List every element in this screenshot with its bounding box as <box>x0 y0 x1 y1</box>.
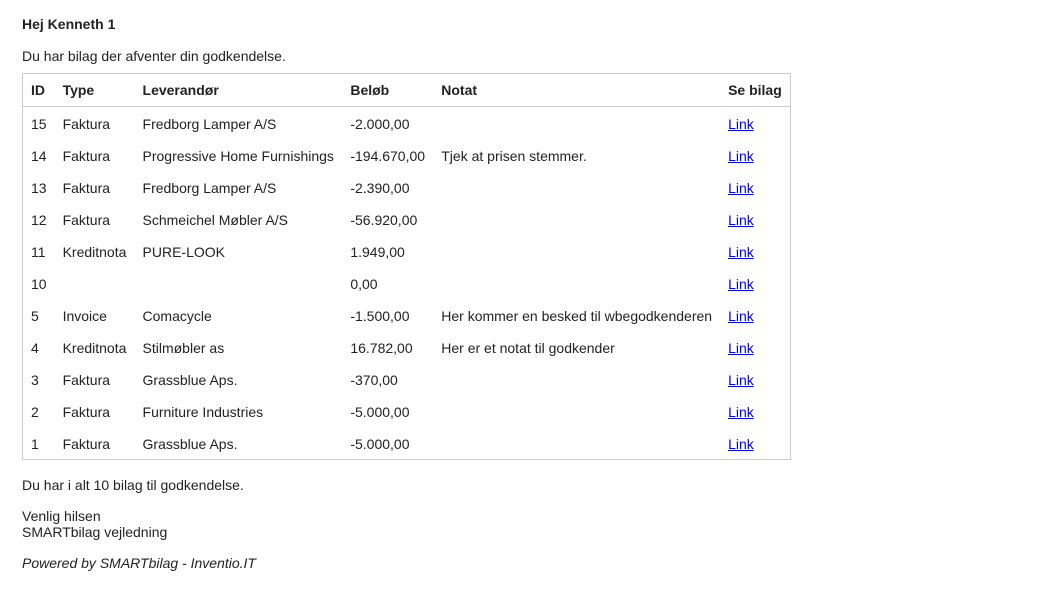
view-voucher-link[interactable]: Link <box>728 308 754 324</box>
table-row <box>23 364 790 396</box>
cell-supplier: Stilmøbler as <box>142 340 225 356</box>
cell-supplier <box>135 268 343 300</box>
table-row <box>23 300 790 332</box>
cell-amount: -5.000,00 <box>350 404 410 420</box>
intro-text: Du har bilag der afventer din godkendelse. <box>22 48 286 64</box>
table-row <box>23 428 790 459</box>
cell-type: Faktura <box>62 115 111 132</box>
cell-view-voucher <box>720 428 790 459</box>
table-row <box>23 140 790 172</box>
vouchers-table-container <box>22 73 791 460</box>
view-voucher-link[interactable]: Link <box>728 276 754 292</box>
view-voucher-link[interactable]: Link <box>728 340 754 356</box>
cell-amount: 16.782,00 <box>350 340 413 356</box>
cell-supplier: PURE-LOOK <box>142 244 225 260</box>
cell-amount: -2.390,00 <box>350 180 410 196</box>
column-header-view-voucher: Se bilag <box>720 74 790 107</box>
table-body <box>23 107 790 460</box>
table-row <box>23 172 790 204</box>
table-row <box>23 332 790 364</box>
cell-note <box>433 364 720 396</box>
cell-note <box>433 268 720 300</box>
table-row <box>23 107 790 141</box>
column-header-id: ID <box>23 74 55 107</box>
powered-by-footer: Powered by SMARTbilag - Inventio.IT <box>22 555 256 571</box>
cell-id: 1 <box>31 435 39 452</box>
cell-type <box>55 268 135 300</box>
cell-view-voucher <box>720 236 790 268</box>
cell-id: 13 <box>31 180 47 196</box>
cell-id: 11 <box>31 244 46 260</box>
cell-note <box>433 172 720 204</box>
cell-supplier: Grassblue Aps. <box>142 435 238 452</box>
cell-note: Her er et notat til godkender <box>441 340 615 356</box>
cell-amount: 0,00 <box>350 276 378 292</box>
cell-supplier: Fredborg Lamper A/S <box>142 115 277 132</box>
table-row <box>23 204 790 236</box>
cell-supplier: Fredborg Lamper A/S <box>142 180 277 196</box>
cell-type: Faktura <box>62 404 111 420</box>
cell-id: 3 <box>31 372 39 388</box>
cell-amount: -5.000,00 <box>350 435 410 452</box>
cell-note: Her kommer en besked til wbegodkenderen <box>441 308 713 324</box>
cell-amount: -194.670,00 <box>350 148 426 164</box>
cell-type: Faktura <box>62 212 111 228</box>
cell-view-voucher <box>720 332 790 364</box>
view-voucher-link[interactable]: Link <box>728 244 754 260</box>
cell-id: 15 <box>31 115 47 132</box>
cell-supplier: Grassblue Aps. <box>142 372 238 388</box>
cell-supplier: Comacycle <box>142 308 212 324</box>
cell-amount: -2.000,00 <box>350 115 410 132</box>
column-header-amount: Beløb <box>342 74 433 107</box>
table-row <box>23 236 790 268</box>
signoff <box>22 508 1059 540</box>
cell-type: Faktura <box>62 148 111 164</box>
table-header-row <box>23 74 790 107</box>
table-row <box>23 396 790 428</box>
view-voucher-link[interactable]: Link <box>728 372 754 388</box>
cell-view-voucher <box>720 364 790 396</box>
greeting: Hej Kenneth 1 <box>22 16 116 32</box>
cell-id: 2 <box>31 404 39 420</box>
view-voucher-link[interactable]: Link <box>728 212 754 228</box>
cell-view-voucher <box>720 172 790 204</box>
cell-type: Faktura <box>62 372 111 388</box>
cell-supplier: Furniture Industries <box>142 404 264 420</box>
cell-id: 5 <box>31 308 39 324</box>
cell-view-voucher <box>720 140 790 172</box>
table-row <box>23 268 790 300</box>
cell-view-voucher <box>720 396 790 428</box>
cell-view-voucher <box>720 107 790 141</box>
cell-note: Tjek at prisen stemmer. <box>441 148 587 164</box>
total-text: Du har i alt 10 bilag til godkendelse. <box>22 477 244 493</box>
cell-amount: 1.949,00 <box>350 244 405 260</box>
cell-view-voucher <box>720 204 790 236</box>
cell-note <box>433 396 720 428</box>
view-voucher-link[interactable]: Link <box>728 148 754 164</box>
cell-amount: -370,00 <box>350 372 398 388</box>
cell-supplier: Progressive Home Furnishings <box>142 148 334 164</box>
view-voucher-link[interactable]: Link <box>728 115 754 132</box>
cell-id: 12 <box>31 212 47 228</box>
column-header-supplier: Leverandør <box>135 74 343 107</box>
cell-type: Kreditnota <box>62 244 127 260</box>
cell-id: 10 <box>31 276 47 292</box>
view-voucher-link[interactable]: Link <box>728 180 754 196</box>
signoff-sender: SMARTbilag vejledning <box>22 524 168 540</box>
column-header-type: Type <box>55 74 135 107</box>
cell-amount: -1.500,00 <box>350 308 410 324</box>
cell-type: Faktura <box>62 435 111 452</box>
cell-note <box>433 236 720 268</box>
cell-type: Kreditnota <box>62 340 127 356</box>
cell-note <box>433 428 720 459</box>
cell-id: 4 <box>31 340 39 356</box>
view-voucher-link[interactable]: Link <box>728 404 754 420</box>
cell-view-voucher <box>720 300 790 332</box>
column-header-note: Notat <box>433 74 720 107</box>
cell-amount: -56.920,00 <box>350 212 418 228</box>
cell-note <box>433 107 720 141</box>
cell-note <box>433 204 720 236</box>
cell-id: 14 <box>31 148 47 164</box>
vouchers-table <box>23 74 790 459</box>
cell-type: Invoice <box>62 308 107 324</box>
cell-type: Faktura <box>62 180 111 196</box>
view-voucher-link[interactable]: Link <box>728 435 754 452</box>
signoff-greeting: Venlig hilsen <box>22 508 101 524</box>
cell-view-voucher <box>720 268 790 300</box>
cell-supplier: Schmeichel Møbler A/S <box>142 212 289 228</box>
